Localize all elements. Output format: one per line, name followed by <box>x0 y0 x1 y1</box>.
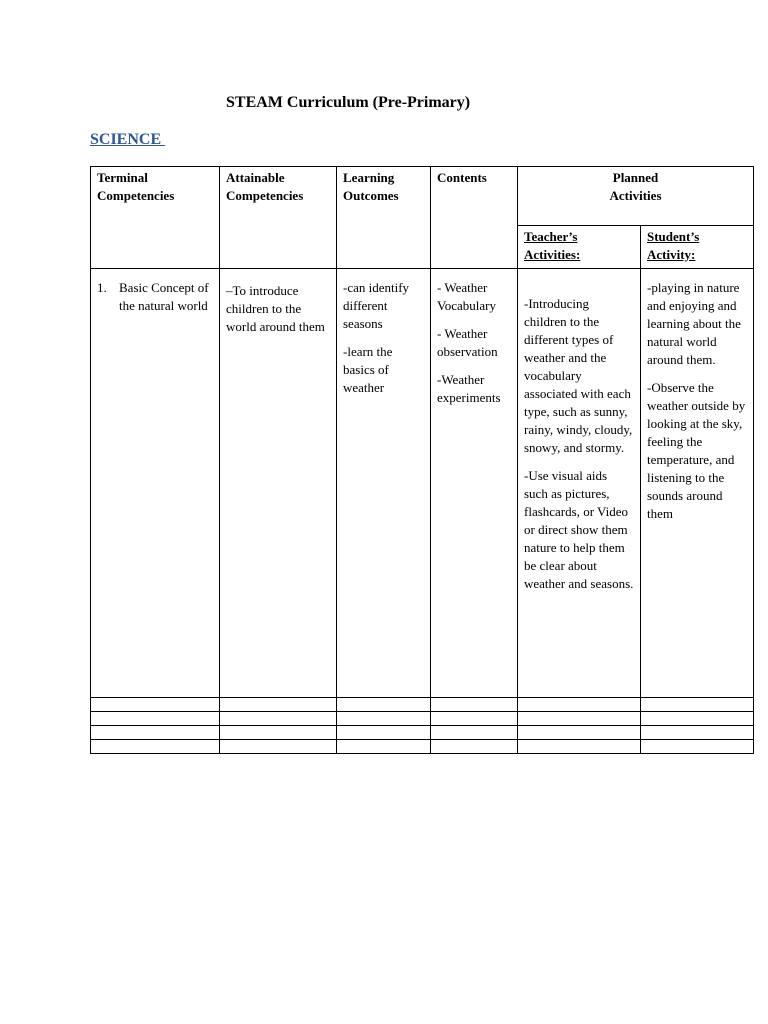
header-planned-line1: Planned <box>612 170 659 185</box>
attainable-text: –To introduce children to the world around them <box>226 283 325 334</box>
student-activity-item: -playing in nature and enjoying and learning about the natural world around them. <box>647 280 741 367</box>
subheader-teacher-line2: Activities: <box>524 247 581 262</box>
header-attainable-line1: Attainable <box>226 170 285 185</box>
cell-attainable-competency <box>220 269 337 698</box>
curriculum-table <box>90 166 754 754</box>
numbered-item <box>97 279 213 315</box>
header-attainable-competencies <box>220 167 337 269</box>
contents-item: - Weather observation <box>437 326 498 359</box>
header-terminal-competencies <box>91 167 220 269</box>
contents-item: - Weather Vocabulary <box>437 280 496 313</box>
header-attainable-line2: Competencies <box>226 188 304 203</box>
section-heading: SCIENCE <box>90 131 166 148</box>
teacher-activity-item: -Use visual aids such as pictures, flashcards, or Video or direct show them nature to help them be clear about weather and seasons. <box>524 468 634 591</box>
cell-terminal-competency <box>91 269 220 698</box>
subheader-student-activity <box>641 226 754 269</box>
cell-contents <box>431 269 518 698</box>
document-title: STEAM Curriculum (Pre-Primary) <box>226 94 471 111</box>
subheader-student-line1: Student’s <box>647 229 700 244</box>
teacher-activity-item: -Introducing children to the different types of weather and the vocabulary associated with each type, such as sunny, rainy, windy, cloudy, snowy, and stormy. <box>524 296 633 455</box>
subheader-teacher-line1: Teacher’s <box>524 229 578 244</box>
header-learning-line1: Learning <box>343 170 395 185</box>
empty-row <box>91 740 754 754</box>
header-terminal-line1: Terminal <box>97 170 148 185</box>
empty-row <box>91 712 754 726</box>
item-number: 1. <box>97 280 107 295</box>
header-planned-activities <box>518 167 754 226</box>
learning-item: -learn the basics of weather <box>343 344 393 395</box>
empty-row <box>91 726 754 740</box>
contents-item: -Weather experiments <box>437 372 501 405</box>
cell-student-activity <box>641 269 754 698</box>
empty-row <box>91 698 754 712</box>
learning-item: -can identify different seasons <box>343 280 410 331</box>
subheader-teacher-activities <box>518 226 641 269</box>
cell-teacher-activities <box>518 269 641 698</box>
header-planned-line2: Activities <box>609 188 662 203</box>
subheader-student-line2: Activity: <box>647 247 696 262</box>
content-row <box>91 269 754 698</box>
item-text: Basic Concept of the natural world <box>119 280 209 313</box>
header-learning-outcomes <box>337 167 431 269</box>
header-row <box>91 167 754 226</box>
header-contents: Contents <box>431 167 518 269</box>
header-learning-line2: Outcomes <box>343 188 399 203</box>
student-activity-item: -Observe the weather outside by looking at the sky, feeling the temperature, and listening to the sounds around them <box>647 380 746 521</box>
header-terminal-line2: Competencies <box>97 188 175 203</box>
cell-learning-outcomes <box>337 269 431 698</box>
